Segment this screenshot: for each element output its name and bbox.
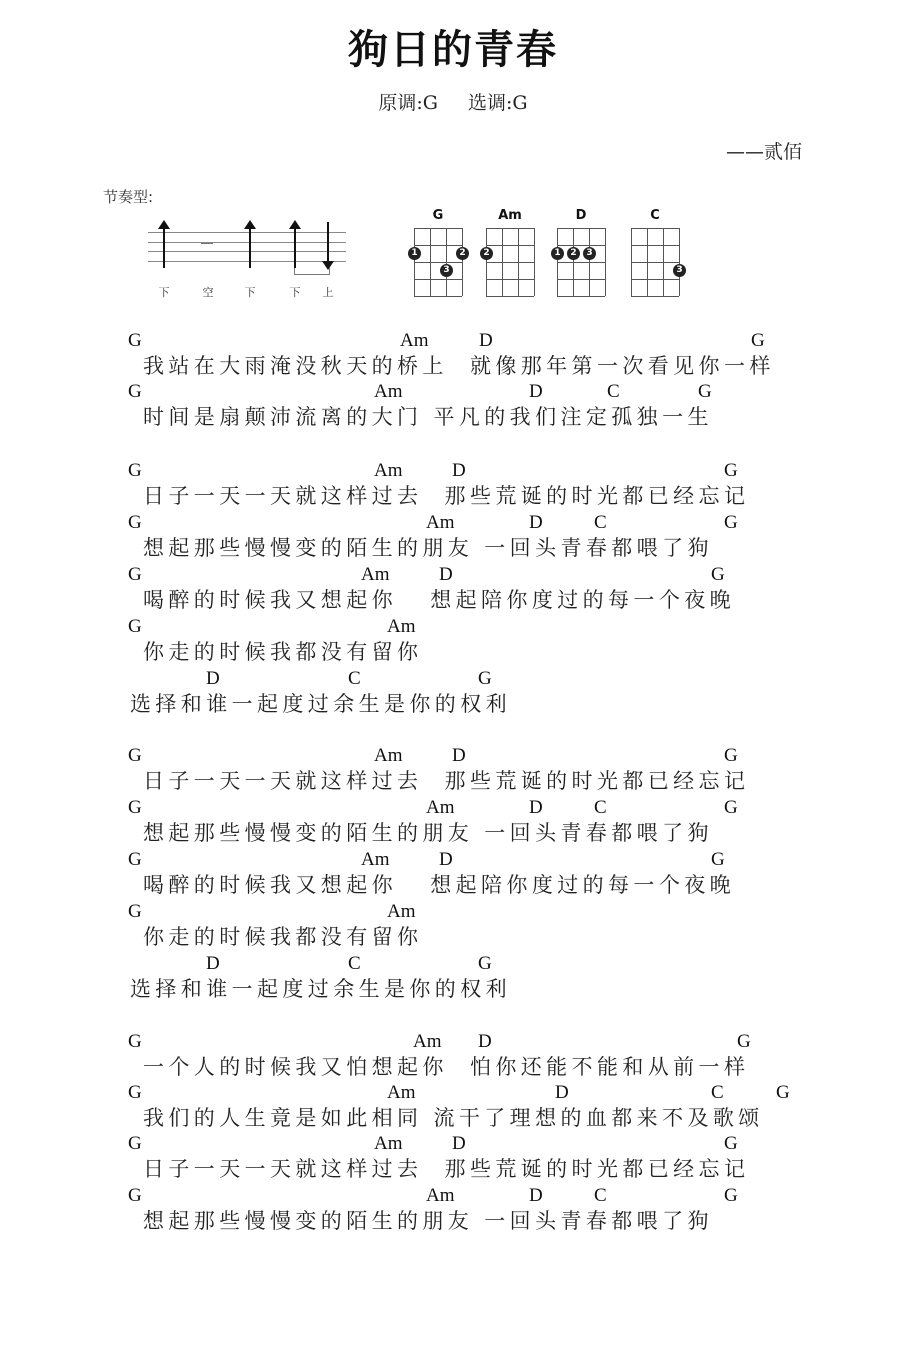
- fret-line: [631, 296, 679, 297]
- finger-dot-icon: 1: [551, 247, 564, 260]
- lyric-line: 你走的时候我都没有留你: [143, 640, 423, 664]
- lyric-line: 日子一天一天就这样过去 那些荒诞的时光都已经忘记: [143, 1157, 750, 1181]
- chord-symbol: C: [594, 512, 607, 533]
- chord-name: G: [432, 208, 444, 223]
- fret-line: [631, 228, 679, 229]
- finger-dot-icon: 2: [567, 247, 580, 260]
- song-title: 狗日的青春: [348, 27, 558, 73]
- strum-label: 下: [244, 286, 256, 299]
- fret-line: [557, 245, 605, 246]
- lyric-line: 我们的人生竟是如此相同 流干了理想的血都来不及歌颂: [143, 1106, 764, 1130]
- finger-dot-icon: 3: [673, 264, 686, 277]
- lyric-line: 选择和谁一起度过余生是你的权利: [130, 692, 511, 716]
- chord-symbol: Am: [426, 512, 455, 533]
- chord-symbol: G: [724, 797, 738, 818]
- fret-line: [486, 296, 534, 297]
- chord-symbol: G: [128, 745, 142, 766]
- strum-label: 上: [322, 286, 334, 299]
- fret-line: [414, 296, 462, 297]
- chord-symbol: G: [724, 1133, 738, 1154]
- chord-name: C: [650, 208, 660, 223]
- finger-dot-icon: 3: [583, 247, 596, 260]
- chord-symbol: D: [529, 797, 543, 818]
- chord-symbol: Am: [400, 330, 429, 351]
- chord-symbol: C: [711, 1082, 724, 1103]
- chord-symbol: G: [128, 901, 142, 922]
- strum-up-arrow-icon: [294, 222, 296, 268]
- chord-symbol: G: [711, 849, 725, 870]
- fret-line: [631, 245, 679, 246]
- rest-mark-icon: [201, 243, 213, 244]
- chord-symbol: G: [128, 1082, 142, 1103]
- fret-line: [486, 228, 534, 229]
- lyric-line: 时间是扇颠沛流离的大门 平凡的我们注定孤独一生: [143, 405, 713, 429]
- lyric-line: 一个人的时候我又怕想起你 怕你还能不能和从前一样: [143, 1055, 750, 1079]
- chord-symbol: G: [478, 668, 492, 689]
- lyric-line: 我站在大雨淹没秋天的桥上 就像那年第一次看见你一样: [143, 354, 775, 378]
- chord-symbol: G: [128, 564, 142, 585]
- fret-line: [414, 228, 462, 229]
- rhythm-label: 节奏型:: [103, 188, 154, 206]
- chord-symbol: D: [452, 1133, 466, 1154]
- fret-line: [486, 245, 534, 246]
- strum-label: 空: [202, 286, 214, 299]
- chord-name: Am: [498, 208, 522, 223]
- lyric-line: 日子一天一天就这样过去 那些荒诞的时光都已经忘记: [143, 484, 750, 508]
- staff-line: [148, 242, 346, 243]
- staff-line: [148, 261, 346, 262]
- chord-symbol: G: [128, 330, 142, 351]
- strum-pattern: [148, 220, 346, 300]
- author: ——贰佰: [725, 141, 802, 163]
- chord-symbol: C: [594, 1185, 607, 1206]
- fret-line: [486, 279, 534, 280]
- strum-label: 下: [289, 286, 301, 299]
- chord-symbol: D: [478, 1031, 492, 1052]
- string-line: [679, 228, 680, 296]
- chord-symbol: Am: [387, 1082, 416, 1103]
- chord-symbol: D: [529, 381, 543, 402]
- fret-line: [414, 279, 462, 280]
- lyric-line: 你走的时候我都没有留你: [143, 925, 423, 949]
- fret-line: [631, 262, 679, 263]
- chord-symbol: G: [724, 512, 738, 533]
- chord-symbol: Am: [413, 1031, 442, 1052]
- chord-symbol: G: [128, 849, 142, 870]
- chord-symbol: Am: [361, 564, 390, 585]
- chord-symbol: G: [128, 1185, 142, 1206]
- original-key: 原调:G: [378, 92, 438, 114]
- finger-dot-icon: 2: [480, 247, 493, 260]
- chord-symbol: Am: [387, 616, 416, 637]
- chord-symbol: D: [555, 1082, 569, 1103]
- fretboard-grid: [411, 228, 466, 296]
- chord-symbol: D: [206, 668, 220, 689]
- chord-symbol: G: [711, 564, 725, 585]
- strum-down-arrow-icon: [327, 222, 329, 268]
- lyric-line: 喝醉的时候我又想起你 想起陪你度过的每一个夜晚: [143, 588, 736, 612]
- fret-line: [557, 279, 605, 280]
- fret-line: [631, 279, 679, 280]
- chord-symbol: G: [128, 381, 142, 402]
- fret-line: [486, 262, 534, 263]
- chord-symbol: G: [128, 1133, 142, 1154]
- lyric-line: 想起那些慢慢变的陌生的朋友 一回头青春都喂了狗: [143, 536, 713, 560]
- chord-symbol: Am: [361, 849, 390, 870]
- chord-symbol: Am: [426, 797, 455, 818]
- fret-line: [557, 262, 605, 263]
- chord-symbol: G: [724, 460, 738, 481]
- chord-symbol: Am: [374, 745, 403, 766]
- strum-up-arrow-icon: [249, 222, 251, 268]
- chord-symbol: D: [452, 460, 466, 481]
- string-line: [462, 228, 463, 296]
- chord-symbol: G: [478, 953, 492, 974]
- chord-symbol: G: [724, 745, 738, 766]
- chord-symbol: G: [128, 512, 142, 533]
- chord-symbol: G: [128, 1031, 142, 1052]
- chord-symbol: D: [206, 953, 220, 974]
- staff-line: [148, 251, 346, 252]
- finger-dot-icon: 3: [440, 264, 453, 277]
- chord-symbol: D: [439, 849, 453, 870]
- lyric-line: 选择和谁一起度过余生是你的权利: [130, 977, 511, 1001]
- chord-symbol: C: [348, 668, 361, 689]
- key-info: [0, 88, 906, 115]
- string-line: [534, 228, 535, 296]
- fret-line: [557, 228, 605, 229]
- chord-symbol: G: [128, 616, 142, 637]
- string-line: [605, 228, 606, 296]
- chord-symbol: Am: [387, 901, 416, 922]
- chord-symbol: D: [529, 512, 543, 533]
- strum-up-arrow-icon: [163, 222, 165, 268]
- finger-dot-icon: 1: [408, 247, 421, 260]
- strum-bracket: [294, 268, 330, 275]
- chord-symbol: G: [128, 460, 142, 481]
- finger-dot-icon: 2: [456, 247, 469, 260]
- chord-symbol: C: [594, 797, 607, 818]
- fret-line: [414, 262, 462, 263]
- chord-symbol: Am: [374, 1133, 403, 1154]
- chord-symbol: Am: [426, 1185, 455, 1206]
- chord-symbol: Am: [374, 460, 403, 481]
- staff-line: [148, 232, 346, 233]
- chord-symbol: G: [776, 1082, 790, 1103]
- fret-line: [414, 245, 462, 246]
- chord-symbol: G: [128, 797, 142, 818]
- chord-symbol: C: [348, 953, 361, 974]
- selected-key: 选调:G: [468, 92, 528, 114]
- chord-symbol: G: [751, 330, 765, 351]
- chord-symbol: Am: [374, 381, 403, 402]
- strum-label: 下: [158, 286, 170, 299]
- lyric-line: 喝醉的时候我又想起你 想起陪你度过的每一个夜晚: [143, 873, 736, 897]
- chord-symbol: D: [479, 330, 493, 351]
- fretboard-grid: [631, 228, 683, 296]
- lyric-line: 日子一天一天就这样过去 那些荒诞的时光都已经忘记: [143, 769, 750, 793]
- chord-symbol: G: [737, 1031, 751, 1052]
- chord-name: D: [575, 208, 587, 223]
- lyric-line: 想起那些慢慢变的陌生的朋友 一回头青春都喂了狗: [143, 821, 713, 845]
- chord-symbol: D: [529, 1185, 543, 1206]
- chord-symbol: C: [607, 381, 620, 402]
- chord-symbol: G: [724, 1185, 738, 1206]
- chord-symbol: D: [439, 564, 453, 585]
- fretboard-grid: [554, 228, 605, 296]
- fretboard-grid: [483, 228, 534, 296]
- chord-symbol: D: [452, 745, 466, 766]
- lyric-line: 想起那些慢慢变的陌生的朋友 一回头青春都喂了狗: [143, 1209, 713, 1233]
- chord-symbol: G: [698, 381, 712, 402]
- fret-line: [557, 296, 605, 297]
